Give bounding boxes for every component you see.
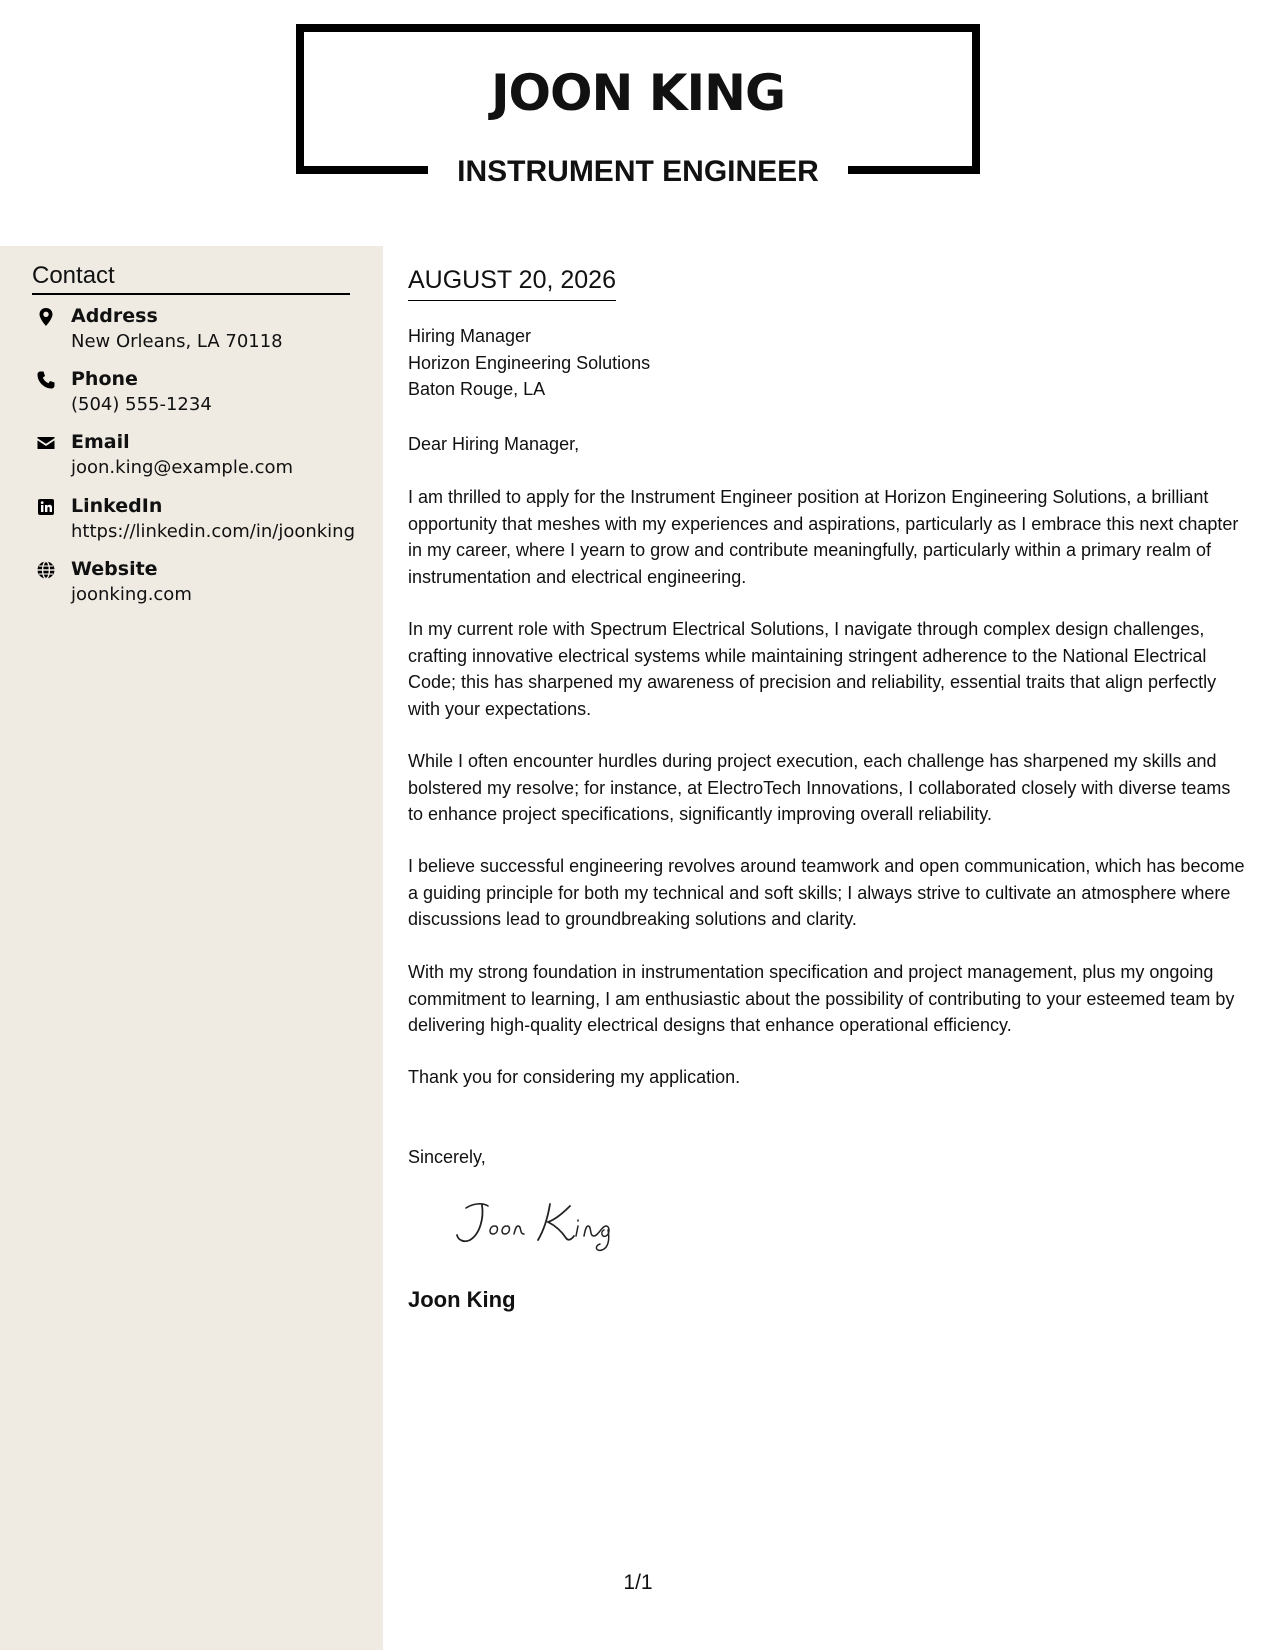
globe-icon	[36, 560, 56, 580]
contact-value: (504) 555-1234	[71, 394, 212, 415]
body-paragraph: Thank you for considering my application.	[408, 1067, 741, 1087]
contact-value: New Orleans, LA 70118	[71, 331, 283, 352]
handwritten-signature	[452, 1196, 632, 1252]
job-title: INSTRUMENT ENGINEER	[457, 155, 819, 188]
applicant-name: JOON KING	[490, 64, 786, 122]
recipient-line: Hiring Manager	[408, 326, 532, 346]
contact-value[interactable]: joon.king@example.com	[71, 457, 294, 478]
contact-label: Phone	[71, 368, 138, 390]
signer-name: Joon King	[408, 1287, 516, 1312]
phone-icon	[36, 370, 56, 390]
recipient-line: Horizon Engineering Solutions	[408, 352, 651, 373]
recipient-line: Baton Rouge, LA	[408, 379, 546, 399]
salutation: Dear Hiring Manager,	[408, 434, 580, 454]
page-number: 1/1	[623, 1571, 653, 1594]
letter-date: AUGUST 20, 2026	[408, 265, 616, 301]
closing: Sincerely,	[408, 1147, 486, 1167]
body-paragraph: While I often encounter hurdles during project execution, each challenge has sharpened my skills and bolstered my resolve; for instance, at ElectroTech Innovations, I collaborated closely with diverse teams to enhance project specifications, significantly improving overall reliability.	[408, 751, 1231, 824]
linkedin-icon	[36, 497, 56, 517]
recipient-block	[408, 323, 650, 403]
body-paragraph: I am thrilled to apply for the Instrument Engineer position at Horizon Engineering Solutions, a brilliant opportunity that meshes with my experiences and aspirations, particularly as I embrace this next chapter in my career, where I yearn to grow and contribute meaningfully, particularly within a primary realm of instrumentation and electrical engineering.	[408, 487, 1239, 587]
contact-value[interactable]: https://linkedin.com/in/joonking	[71, 521, 356, 542]
contact-label: LinkedIn	[71, 495, 163, 517]
body-paragraph: With my strong foundation in instrumentation specification and project management, plus my ongoing commitment to learning, I am enthusiastic about the possibility of contributing to your esteemed team by delivering high-quality electrical designs that enhance operational efficiency.	[408, 962, 1235, 1035]
envelope-icon	[36, 433, 56, 453]
contact-label: Website	[71, 558, 158, 580]
contact-label: Address	[71, 305, 158, 327]
contact-value[interactable]: joonking.com	[71, 584, 192, 605]
body-paragraph: I believe successful engineering revolves around teamwork and open communication, which has become a guiding principle for both my technical and soft skills; I always strive to cultivate an atmosphere where discussions lead to groundbreaking solutions and clarity.	[408, 856, 1245, 929]
location-pin-icon	[36, 307, 56, 327]
contact-heading: Contact	[32, 262, 350, 295]
contact-label: Email	[71, 431, 130, 453]
body-paragraph: In my current role with Spectrum Electrical Solutions, I navigate through complex design challenges, crafting innovative electrical systems while maintaining stringent adherence to the National Electrical Code; this has sharpened my awareness of precision and reliability, essential traits that align perfectly with your expectations.	[408, 619, 1217, 719]
